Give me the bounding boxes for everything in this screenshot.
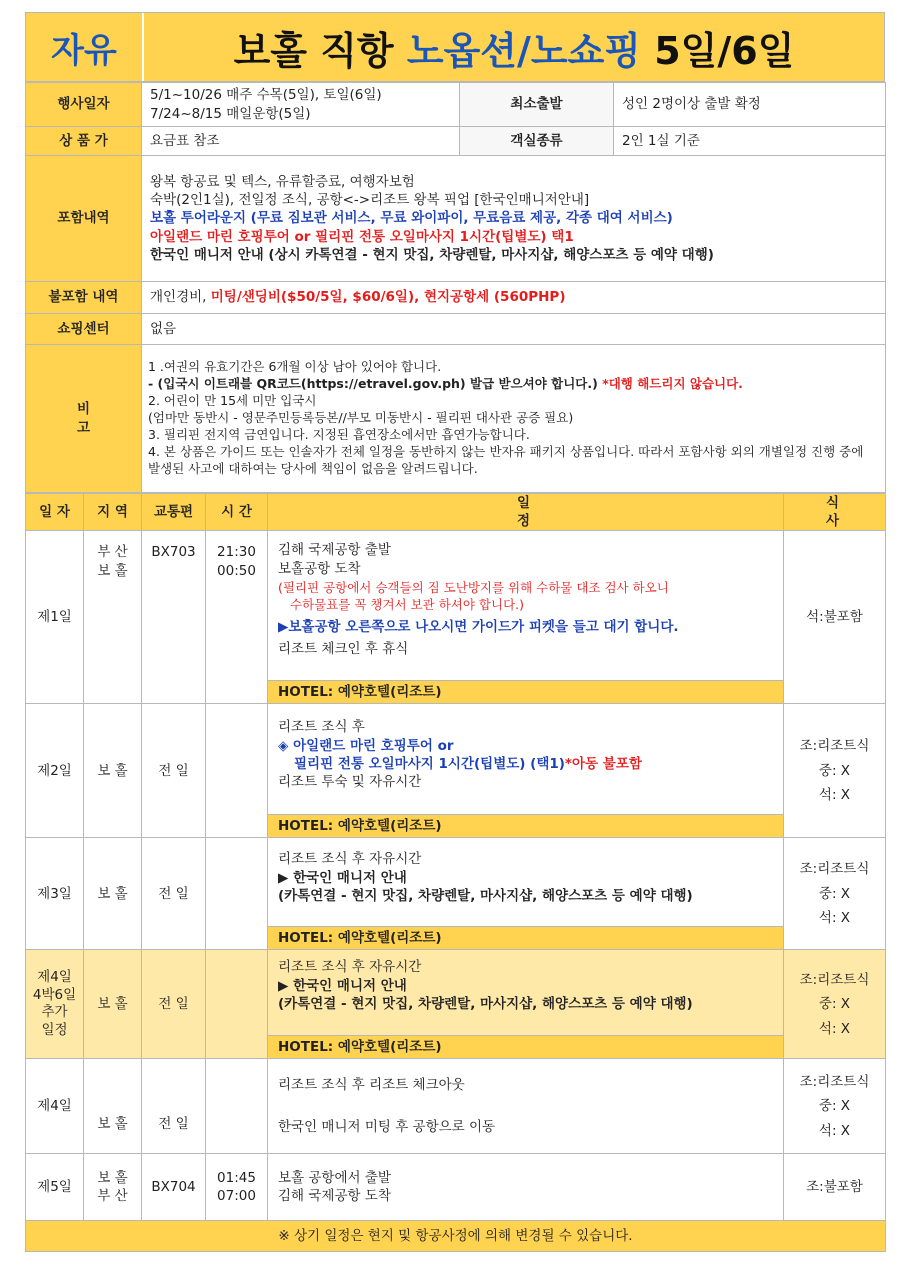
- col-schedule: 일 정: [268, 494, 784, 531]
- day2-line3a: 필리핀 전통 오일마사지 1시간(팁별도) (택1): [294, 755, 565, 772]
- period-line1: 5/1~10/26 매주 수목(5일), 토일(6일): [150, 87, 382, 104]
- day1-region: 부 산 보 홀: [84, 531, 142, 704]
- room-value: 2인 1실 기준: [614, 127, 886, 156]
- day5-line1: 보홀 공항에서 출발: [278, 1170, 391, 1187]
- note-6: 4. 본 상품은 가이드 또는 인솔자가 전체 일정을 동반하지 않는 반자유 패키지 상품입니다. 따라서 포함사항 외의 개별일정 진행 중에 발생된 사고에 대하여는 당사에 책임이 없음을 알려드립니다.: [148, 443, 864, 476]
- day3-hotel: HOTEL: 예약호텔(리조트): [268, 926, 783, 949]
- day3-flight: 전 일: [142, 838, 206, 950]
- excluded-row: [26, 282, 886, 314]
- day4x-day: 제4일 4박6일 추가 일정: [26, 950, 84, 1059]
- period-label: 행사일자: [26, 83, 142, 127]
- day3-time: [206, 838, 268, 950]
- note-2a: - (입국시 이트래블 QR코드(https://etravel.gov.ph) 발급 받으셔야 합니다.): [148, 376, 598, 392]
- col-day: 일 자: [26, 494, 84, 531]
- price-label: 상 품 가: [26, 127, 142, 156]
- day4x-hotel: HOTEL: 예약호텔(리조트): [268, 1035, 783, 1058]
- day5-day: 제5일: [26, 1154, 84, 1221]
- day4-region: 보 홀: [84, 1059, 142, 1154]
- note-2: [148, 376, 877, 393]
- day1-schedule: [268, 531, 784, 704]
- day4x-schedule: [268, 950, 784, 1059]
- footer-note: ※ 상기 일정은 현지 및 항공사정에 의해 변경될 수 있습니다.: [26, 1221, 886, 1252]
- included-label: 포함내역: [26, 156, 142, 282]
- shopping-value: 없음: [142, 314, 886, 345]
- day5-region: 보 홀 부 산: [84, 1154, 142, 1221]
- day2-line3b: *아동 불포함: [564, 755, 642, 772]
- header-banner: [25, 12, 885, 82]
- day3-row: [26, 838, 886, 950]
- day3-line1: 리조트 조식 후 자유시간: [278, 851, 422, 868]
- day5-line2: 김해 국제공항 도착: [278, 1188, 391, 1205]
- day4-day: 제4일: [26, 1059, 84, 1154]
- itinerary-table: [25, 493, 886, 1252]
- day4-line2: 한국인 매니저 미팅 후 공항으로 이동: [278, 1119, 496, 1136]
- day2-hotel: HOTEL: 예약호텔(리조트): [268, 814, 783, 837]
- day4-row: [26, 1059, 886, 1154]
- col-region: 지 역: [84, 494, 142, 531]
- day4x-time: [206, 950, 268, 1059]
- period-value: [142, 83, 460, 127]
- day1-line2: 보홀공항 도착: [278, 560, 361, 577]
- day1-time: 21:30 00:50: [206, 531, 268, 704]
- day3-line2: ▶ 한국인 매니저 안내: [278, 869, 407, 886]
- day5-meal: 조:불포함: [784, 1154, 886, 1221]
- itinerary-header: [26, 494, 886, 531]
- notes-label: 비 고: [26, 345, 142, 493]
- incl-line4: 아일랜드 마린 호핑투어 or 필리핀 전통 오일마사지 1시간(팁별도) 택1: [150, 228, 574, 245]
- day1-flight: BX703: [142, 531, 206, 704]
- min-label: 최소출발: [460, 83, 614, 127]
- col-flight: 교통편: [142, 494, 206, 531]
- incl-line5: 한국인 매니저 안내 (상시 카톡연결 - 현지 맛집, 차량렌탈, 마사지샵, 해양스포츠 등 예약 대행): [150, 246, 714, 263]
- excl-part-a: 개인경비,: [150, 289, 211, 306]
- incl-line2: 숙박(2인1실), 전일정 조식, 공항<->리조트 왕복 픽업 [한국인매니저안내]: [150, 192, 590, 209]
- col-time: 시 간: [206, 494, 268, 531]
- day1-line3: (필리핀 공항에서 승객들의 짐 도난방지를 위해 수하물 대조 검사 하오니: [278, 579, 669, 595]
- footer-row: [26, 1221, 886, 1252]
- shopping-label: 쇼핑센터: [26, 314, 142, 345]
- title-part2: 노옵션/노쇼핑: [406, 28, 642, 73]
- note-2b: *대행 해드리지 않습니다.: [597, 376, 743, 392]
- free-tag: 자유: [26, 13, 144, 81]
- day2-day: 제2일: [26, 704, 84, 838]
- note-5: 3. 필리핀 전지역 금연입니다. 지정된 흡연장소에서만 흡연가능합니다.: [148, 426, 530, 442]
- day1-line6: 리조트 체크인 후 휴식: [278, 640, 409, 657]
- day4-time: [206, 1059, 268, 1154]
- incl-line1: 왕복 항공료 및 텍스, 유류할증료, 여행자보험: [150, 173, 415, 190]
- price-value: 요금표 참조: [142, 127, 460, 156]
- day1-row: [26, 531, 886, 704]
- day5-flight: BX704: [142, 1154, 206, 1221]
- day4-meal: 조:리조트식 중: X 석: X: [784, 1059, 886, 1154]
- day4x-line2: ▶ 한국인 매니저 안내: [278, 977, 407, 994]
- price-row: [26, 127, 886, 156]
- col-meal: 식 사: [784, 494, 886, 531]
- day4x-line1: 리조트 조식 후 자유시간: [278, 959, 422, 976]
- day2-time: [206, 704, 268, 838]
- day4-flight: 전 일: [142, 1059, 206, 1154]
- day4-line1: 리조트 조식 후 리조트 체크아웃: [278, 1077, 465, 1094]
- day2-line3: [278, 755, 773, 773]
- period-row: [26, 83, 886, 127]
- day2-schedule: [268, 704, 784, 838]
- notes-value: [142, 345, 886, 493]
- day1-meal: 석:불포함: [784, 531, 886, 704]
- day4x-flight: 전 일: [142, 950, 206, 1059]
- day1-hotel: HOTEL: 예약호텔(리조트): [268, 680, 783, 703]
- day4x-line3: (카톡연결 - 현지 맛집, 차량렌탈, 마사지샵, 해양스포츠 등 예약 대행): [278, 995, 693, 1012]
- day3-meal: 조:리조트식 중: X 석: X: [784, 838, 886, 950]
- day5-schedule: [268, 1154, 784, 1221]
- day2-flight: 전 일: [142, 704, 206, 838]
- itinerary-sheet: [25, 12, 885, 1252]
- excluded-value: [142, 282, 886, 314]
- day4x-meal: 조:리조트식 중: X 석: X: [784, 950, 886, 1059]
- excl-part-b: 미팅/샌딩비($50/5일, $60/6일), 현지공항세 (560PHP): [210, 289, 566, 306]
- notes-row: [26, 345, 886, 493]
- excluded-label: 불포함 내역: [26, 282, 142, 314]
- day1-line4: 수하물표를 꼭 챙겨서 보관 하셔야 합니다.): [290, 596, 524, 612]
- room-label: 객실종류: [460, 127, 614, 156]
- day4-schedule: [268, 1059, 784, 1154]
- day2-region: 보 홀: [84, 704, 142, 838]
- day2-line2: ◈ 아일랜드 마린 호핑투어 or: [278, 737, 454, 754]
- shopping-row: [26, 314, 886, 345]
- day1-line1: 김해 국제공항 출발: [278, 542, 391, 559]
- day1-day: 제1일: [26, 531, 84, 704]
- day2-line4: 리조트 투숙 및 자유시간: [278, 774, 422, 791]
- note-1: 1 .여권의 유효기간은 6개월 이상 남아 있어야 합니다.: [148, 359, 442, 375]
- day4-extra-row: [26, 950, 886, 1059]
- day1-line5: ▶보홀공항 오른쪽으로 나오시면 가이드가 피켓을 들고 대기 합니다.: [278, 618, 679, 635]
- day3-schedule: [268, 838, 784, 950]
- note-3: 2. 어린이 만 15세 미만 입국시: [148, 393, 317, 409]
- day3-region: 보 홀: [84, 838, 142, 950]
- day2-row: [26, 704, 886, 838]
- period-line2: 7/24~8/15 매일운항(5일): [150, 105, 311, 122]
- day5-time: 01:45 07:00: [206, 1154, 268, 1221]
- day5-row: [26, 1154, 886, 1221]
- day3-line3: (카톡연결 - 현지 맛집, 차량렌탈, 마사지샵, 해양스포츠 등 예약 대행): [278, 887, 693, 904]
- included-value: [142, 156, 886, 282]
- note-4: (엄마만 동반시 - 영문주민등록등본//부모 미동반시 - 필리핀 대사관 공증 필요): [148, 410, 574, 426]
- day4x-region: 보 홀: [84, 950, 142, 1059]
- info-table: [25, 82, 886, 493]
- incl-line3: 보홀 투어라운지 (무료 짐보관 서비스, 무료 와이파이, 무료음료 제공, 각종 대여 서비스): [150, 210, 673, 227]
- included-row: [26, 156, 886, 282]
- title-part3: 5일/6일: [641, 28, 795, 73]
- min-value: 성인 2명이상 출발 확정: [614, 83, 886, 127]
- page-title: [144, 13, 884, 81]
- day2-line1: 리조트 조식 후: [278, 719, 365, 736]
- title-part1: 보홀 직항: [233, 28, 407, 73]
- day2-meal: 조:리조트식 중: X 석: X: [784, 704, 886, 838]
- day3-day: 제3일: [26, 838, 84, 950]
